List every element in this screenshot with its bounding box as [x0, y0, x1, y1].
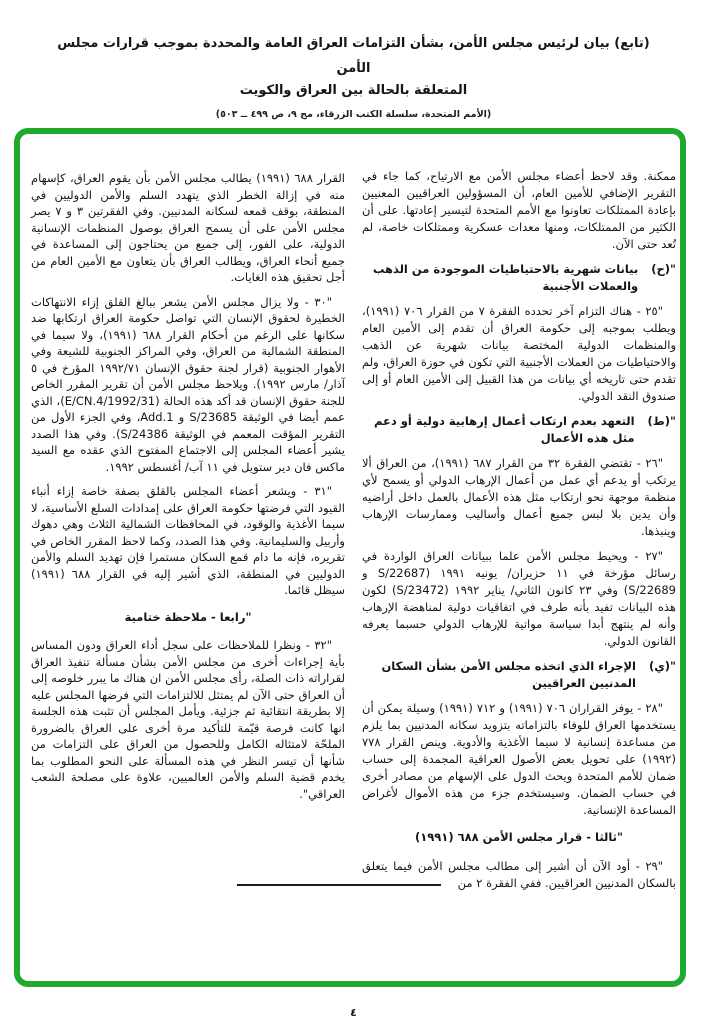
- section-heading-h: [362, 261, 676, 295]
- section-marker: "(ط): [647, 414, 676, 428]
- paragraph-26: "٢٦ - تقتضي الفقرة ٣٢ من القرار ٦٨٧ (١٩٩١)، من العراق ألا يرتكب أو يدعم أي عمل من أعمال الإرهاب الدولي أو يسمح لأي منظمة موجهة نحو ارتكاب مثل هذه الأعمال بالعمل داخل أراضيه وأن يدين بلا لبس جميع أعمال وأساليب وممارسات الإرهاب وينبذها.: [362, 456, 676, 538]
- paragraph-28: "٢٨ - يوفر القراران ٧٠٦ (١٩٩١) و ٧١٢ (١٩٩١) وسيلة يمكن أن يستخدمها العراق للوفاء بالتزاماته بتزويد سكانه المدنيين بما يلزم من مساعدة إنسانية لا سيما الأغذية والأدوية. وينص القرار ٧٧٨ (١٩٩٢) على تحويل بعض الأصول العراقية المجمدة إلى حساب ضمان للأمم المتحدة ويحث الدول على الإسهام من مصادر أخرى في حساب الضمان. وسيستخدم جزء من هذه الأموال لأغراض المساعدة الإنسانية.: [362, 701, 676, 817]
- header-title-line2: المتعلقة بالحالة بين العراق والكويت: [239, 83, 468, 99]
- paragraph-25: "٢٥ - هناك التزام آخر تحدده الفقرة ٧ من القرار ٧٠٦ (١٩٩١)، ويطلب بموجبه إلى حكومة العراق أن تقدم إلى الأمين العام والمنظمات الدولية المختصة بيانات شهرية عن الذهب والاحتياطيات من العملات الأجنبية التي تكون في حوزة العراق، ولم تقدم حتى تاريخه أي بيانات من هذا القبيل إلى الأمين العام أو إلى صندوق النقد الدولي.: [362, 304, 676, 403]
- section-marker: "(ي): [648, 659, 676, 673]
- section-heading-t: [362, 413, 676, 447]
- header-title-line1: (تابع) بيان لرئيس مجلس الأمن، بشأن التزامات العراق العامة والمحددة بموجب قرارات مجلس الأمن: [57, 36, 650, 76]
- paragraph-30: "٣٠ - ولا يزال مجلس الأمن يشعر ببالغ القلق إزاء الانتهاكات الخطيرة لحقوق الإنسان التي تواصل حكومة العراق ارتكابها ضد سكانها على الرغم من أحكام القرار ٦٨٨ (١٩٩١)، ولا سيما في المنطقة الشمالية من العراق، وفي المراكز الجنوبية للشيعة وفي الأهوار الجنوبية (قرار لجنة حقوق الإنسان ١٩٩٢/٧١ المؤرخ في ٥ آذار/ مارس ١٩٩٢). ويلاحظ مجلس الأمن أن تقرير المقرر الخاص للجنة حقوق الإنسان قد أكد هذه الحالة (E/CN.4/1992/31)، الذي عمم أيضا في الوثيقة S/23685 و Add.1، وفي الجزء الأول من التقرير المؤقت المعمم في الوثيقة S/24386). وفي هذا الصدد يشير أعضاء المجلس إلى الاجتماع المفتوح الذي عقده مع السيد ماكس فان دير ستويل في ١١ آب/ أغسطس ١٩٩٢.: [31, 294, 346, 474]
- left-text-column: [31, 170, 345, 810]
- paragraph-27: "٢٧ - ويحيط مجلس الأمن علما ببيانات العراق الواردة في رسائل مؤرخة في ١١ حزيران/ يونيه ١٩٩١ (S/22687 و S/22689) وفي ٢٣ كانون الثاني/ يناير ١٩٩٢ (S/23472) لكون هذه البيانات تفيد بأنه طرف في اتفاقيات دولية لمناهضة الإرهاب وأنه لم ينتهج أبدا سياسة مواتية للإرهاب الدولي حسبما يعرفه القانون الدولي.: [362, 549, 676, 648]
- paragraph-29: "٢٩ - أود الآن أن أشير إلى مطالب مجلس الأمن فيما يتعلق بالسكان المدنيين العراقيين. ففي الفقرة ٢ من: [362, 859, 676, 890]
- section-marker: "(ح): [651, 262, 676, 276]
- paragraph-29-continuation: القرار ٦٨٨ (١٩٩١) يطالب مجلس الأمن بأن يقوم العراق، كإسهام منه في إزالة الخطر الذي يتهدد السلم والأمن الدوليين في المنطقة، بوقف قمعه لسكانه المدنيين. وفي الفقرتين ٣ و ٧ يصر مجلس الأمن على أن يسمح العراق بوصول المنظمات الإنسانية الدولية، على الفور، إلى جميع من يحتاجون إلى المساعدة في جميع أنحاء العراق، ويطالب العراق بأن يتعاون مع الأمين العام من أجل تحقيق هذه الغايات.: [31, 171, 345, 284]
- end-of-text-rule: [237, 884, 441, 886]
- section-title: الإجراء الذي اتخذه مجلس الأمن بشأن السكان المدنيين العراقيين: [381, 659, 636, 690]
- paragraph-31: "٣١ - ويشعر أعضاء المجلس بالقلق بصفة خاصة إزاء أنباء القيود التي فرضتها حكومة العراق على إمدادات السلع الأساسية، لا سيما الأغذية والوقود، في المحافظات الشمالية الثلاث وهي دهوك وأربيل والسليمانية. وفي هذا الصدد، وكما لاحظ المقرر الخاص في تقريره، فإنه ما دام قمع السكان مستمرا فإن تهديد السلم والأمن الدوليين في المنطقة، الذي أشير إليه في القرار ٦٨٨ (١٩٩١) سيظل قائما.: [31, 484, 345, 597]
- document-header: [0, 32, 707, 120]
- paragraph-32: "٣٢ - ونظرا للملاحظات على سجل أداء العراق ودون المساس بأية إجراءات أخرى من مجلس الأمن بشأن مسألة تنفيذ العراق لقراراته ذات الصلة، رأى مجلس الأمن ان هناك ما يبرر خلوصه إلى أن العراق حتى الآن لم يمتثل للالتزامات التي فرضها المجلس عليه إلا بطريقة انتقائية ثم جزئية. ويأمل المجلس أن تثبت هذه الجلسة انها كانت فرصة قيّمة للتأكيد مرة أخرى على العراق بالضرورة الملحّة لامتثاله الكامل وللحصول من العراق على التزامات من شأنها أن تيسر النظر في هذه المسألة على النحو المطلوب بما يخدم قضية السلم والأمن العالميين، علاوة على مصلحة الشعب العراقي".: [31, 638, 345, 801]
- header-source-citation: (الأمم المتحدة، سلسلة الكتب الزرقاء، مج ٩، ص ٤٩٩ ــ ٥٠٣): [215, 109, 492, 121]
- section-title: التعهد بعدم ارتكاب أعمال إرهابية دولية أو دعم مثل هذه الأعمال: [373, 414, 635, 445]
- section-title: بيانات شهرية بالاحتياطيات الموجودة من الذهب والعملات الأجنبية: [372, 262, 639, 293]
- paragraph-continuation: ممكنة. وقد لاحظ أعضاء مجلس الأمن مع الارتياح، كما جاء في التقرير الإضافي للأمين العام، أن المسؤولين العراقيين المعنيين بإعادة الممتلكات تعاونوا مع الأمم المتحدة لتيسير إعادتها. على أن الكثير من الممتلكات، ومنها معدات عسكرية وممتلكات خاصة، لم تُعد حتى الآن.: [362, 169, 676, 251]
- chapter-heading-fourth: "رابعا - ملاحظة ختامية: [124, 609, 252, 624]
- right-text-column: [362, 168, 676, 900]
- page-number: ٤: [350, 1006, 357, 1019]
- chapter-heading-third: "ثالثا - قرار مجلس الأمن ٦٨٨ (١٩٩١): [414, 830, 623, 844]
- section-heading-y: [362, 658, 676, 692]
